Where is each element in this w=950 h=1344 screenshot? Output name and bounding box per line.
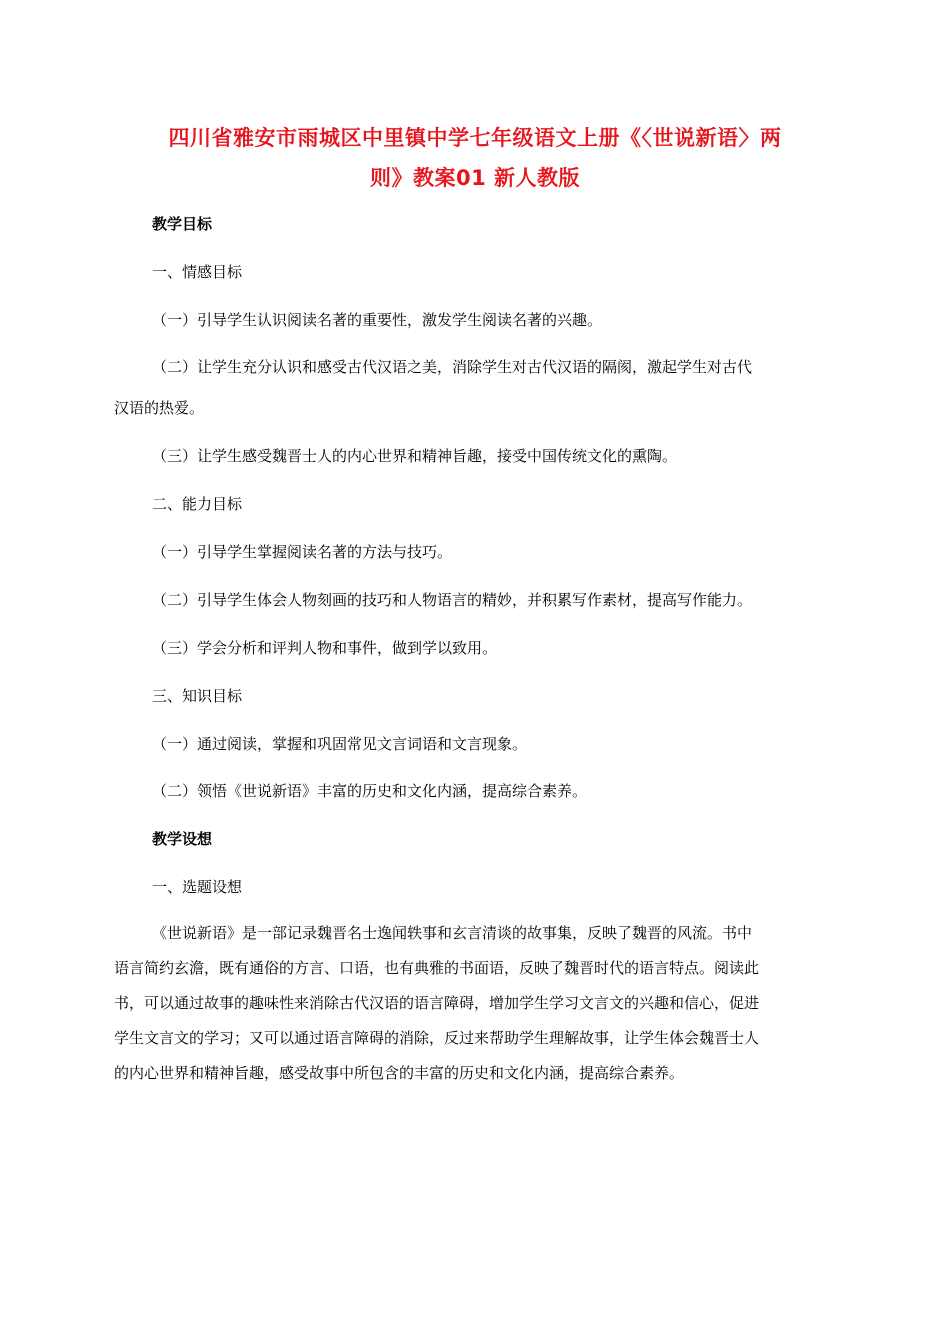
- subheading-ability-goals: 二、能力目标: [152, 495, 243, 513]
- paragraph-line: 学生文言文的学习；又可以通过语言障碍的消除，反过来帮助学生理解故事，让学生体会魏晋士人: [114, 1029, 760, 1047]
- title-line-2: 则》教案01 新人教版: [369, 166, 581, 190]
- paragraph-line: 语言简约玄澹，既有通俗的方言、口语，也有典雅的书面语，反映了魏晋时代的语言特点。阅读此: [114, 959, 760, 977]
- topic-design-paragraph: [114, 916, 759, 1091]
- emotion-goal-2-line-1: （二）让学生充分认识和感受古代汉语之美，消除学生对古代汉语的隔阂，激起学生对古代: [152, 358, 753, 376]
- subheading-emotion-goals: 一、情感目标: [152, 263, 243, 281]
- emotion-goal-1: （一）引导学生认识阅读名著的重要性，激发学生阅读名著的兴趣。: [152, 311, 603, 329]
- section-heading-design: 教学设想: [152, 830, 213, 848]
- subheading-knowledge-goals: 三、知识目标: [152, 687, 243, 705]
- section-heading-objectives: 教学目标: [152, 215, 213, 233]
- ability-goal-2: （二）引导学生体会人物刻画的技巧和人物语言的精妙，并积累写作素材，提高写作能力。: [152, 591, 753, 609]
- paragraph-line: 的内心世界和精神旨趣，感受故事中所包含的丰富的历史和文化内涵，提高综合素养。: [114, 1064, 685, 1082]
- document-title: [110, 118, 840, 198]
- knowledge-goal-2: （二）领悟《世说新语》丰富的历史和文化内涵，提高综合素养。: [152, 782, 588, 800]
- emotion-goal-2-line-2: 汉语的热爱。: [114, 399, 205, 417]
- ability-goal-1: （一）引导学生掌握阅读名著的方法与技巧。: [152, 543, 453, 561]
- emotion-goal-3: （三）让学生感受魏晋士人的内心世界和精神旨趣，接受中国传统文化的熏陶。: [152, 447, 678, 465]
- paragraph-line: 书，可以通过故事的趣味性来消除古代汉语的语言障碍，增加学生学习文言文的兴趣和信心，促进: [114, 994, 760, 1012]
- paragraph-line: 《世说新语》是一部记录魏晋名士逸闻轶事和玄言清谈的故事集，反映了魏晋的风流。书中: [152, 924, 753, 942]
- ability-goal-3: （三）学会分析和评判人物和事件，做到学以致用。: [152, 639, 498, 657]
- title-line-1: 四川省雅安市雨城区中里镇中学七年级语文上册《〈世说新语〉两: [168, 126, 782, 150]
- knowledge-goal-1: （一）通过阅读，掌握和巩固常见文言词语和文言现象。: [152, 735, 528, 753]
- subheading-topic-design: 一、选题设想: [152, 878, 243, 896]
